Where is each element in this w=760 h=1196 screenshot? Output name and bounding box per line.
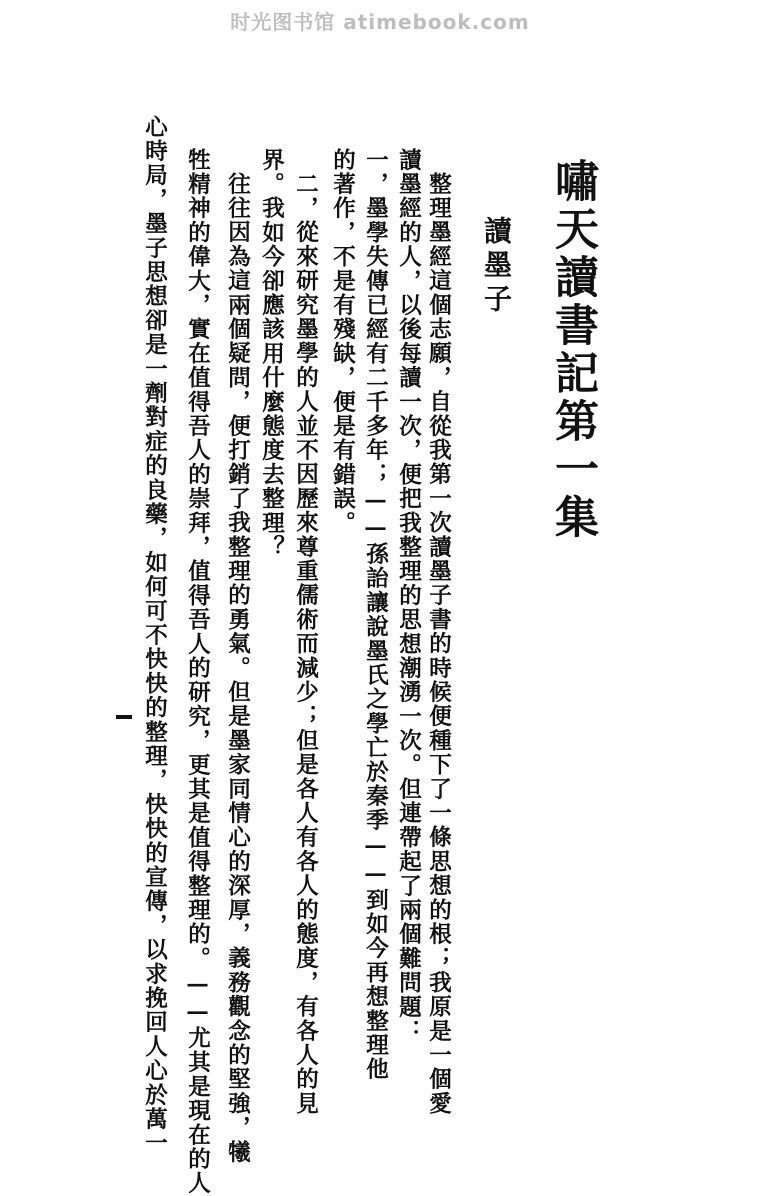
text-column: 整理墨經這個志願，自從我第一次讀墨子書的時候便種下了一條思想的根；我原是一個愛: [425, 172, 452, 1116]
book-title: 嘯天讀書記第一集: [547, 158, 598, 542]
text-column: 二，從來研究墨學的人並不因歷來尊重儒術而減少；但是各人有各人的態度，有各人的見: [292, 172, 319, 1116]
watermark: 时光图书馆 atimebook.com: [230, 10, 530, 34]
section-title: 讀墨子: [480, 216, 513, 318]
text-column: 的著作，不是有殘缺，便是有錯誤。: [329, 148, 356, 536]
text-column: 界。我如今卻應該用什麼態度去整理？: [258, 148, 285, 560]
page-number: [116, 715, 132, 719]
text-column: 牲精神的偉大，實在值得吾人的崇拜，值得吾人的研究，更其是值得整理的。——尤其是現在的人: [184, 148, 211, 1196]
text-column: 一，墨學失傳已經有二千多年；——孫詒讓說墨氏之學亡於秦季——到如今再想整理他: [362, 148, 389, 1082]
text-column: 心時局，墨子思想卻是一劑對症的良藥，如何可不快快的整理，快快的宣傳，以求挽回人心於萬一: [141, 115, 168, 1156]
text-column: 讀墨經的人，以後每讀一次，便把我整理的思想潮湧一次。但連帶起了兩個難問題：: [395, 148, 422, 1044]
text-column: 往往因為這兩個疑問，便打銷了我整理的勇氣。但是墨家同情心的深厚，義務觀念的堅強，犧: [224, 172, 251, 1165]
